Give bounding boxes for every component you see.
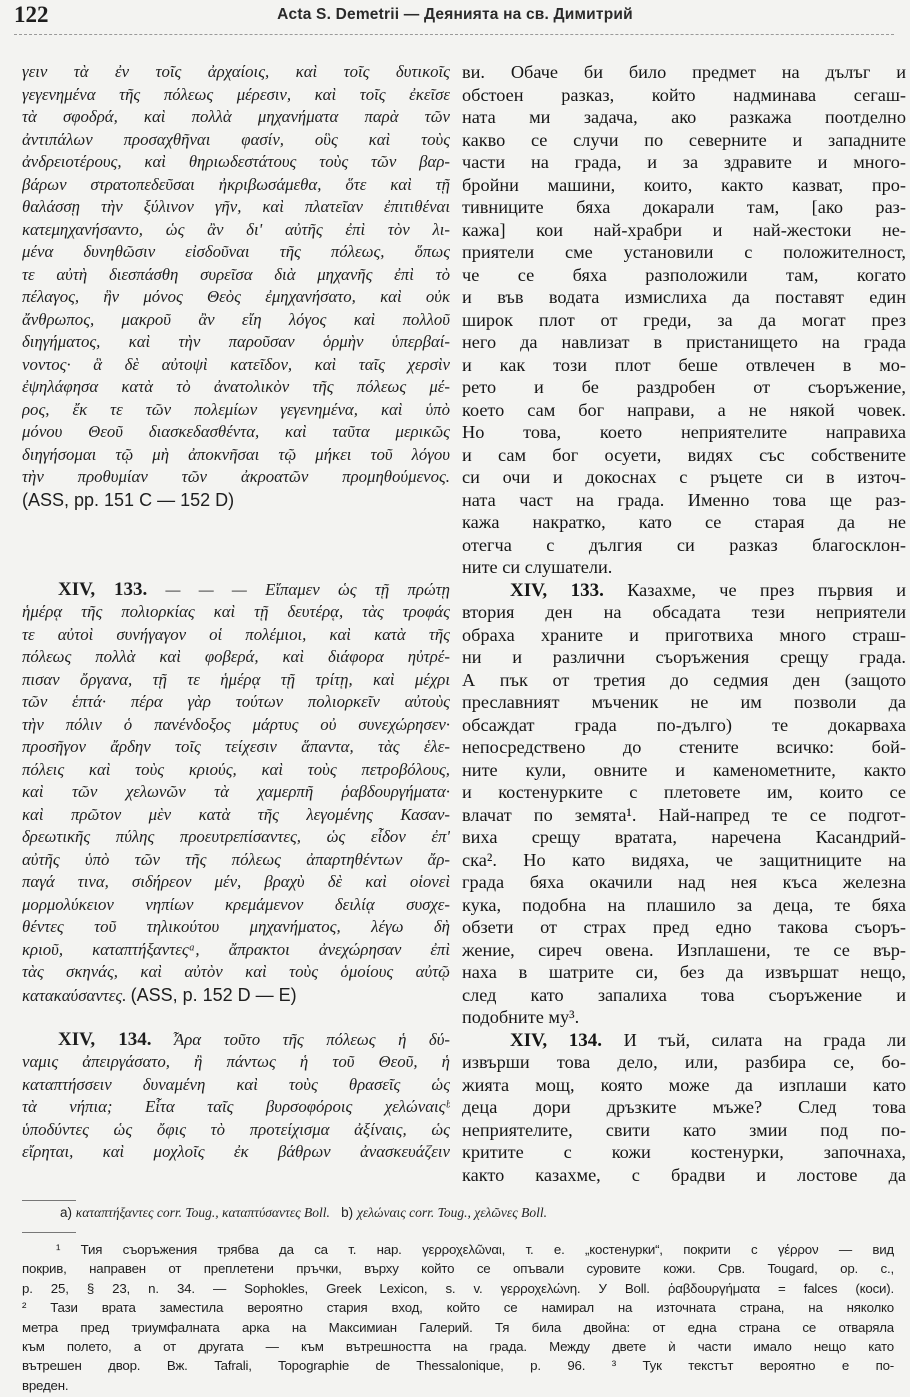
line-text: νοντος· ἃ δὲ αὐτοψὶ κατεῖδον, καὶ ταῖς χερσὶν: [22, 354, 450, 374]
text-line: [462, 1006, 906, 1029]
text-line: [462, 61, 906, 84]
text-line: [22, 331, 450, 354]
paragraph: [22, 61, 450, 511]
paragraph: [462, 579, 906, 1029]
text-line: [22, 804, 450, 827]
text-line: [462, 759, 906, 782]
line-text: виха срещу вратата, наречена Касандрий-: [462, 827, 906, 847]
paragraph: [462, 61, 906, 579]
text-line: [22, 1096, 450, 1119]
text-line: [22, 714, 450, 737]
text-line: [22, 421, 450, 444]
line-text: μένα δυνηθῶσιν εἰσδοῦναι τῆς πόλεως, ὅπως: [22, 242, 450, 261]
line-text: ната част на града. Именно това ще раз-: [462, 489, 906, 510]
line-text: жение, сиреч овена. Изплашени, те се вър-: [462, 939, 906, 960]
text-line: [462, 174, 906, 197]
text-line: [462, 984, 906, 1007]
text-line: [462, 331, 906, 354]
line-text: — — — Εἴπαμεν ὡς τῇ πρώτῃ: [165, 579, 450, 599]
text-line: [462, 961, 906, 984]
text-line: [462, 286, 906, 309]
text-line: [22, 826, 450, 849]
text-line: [462, 1141, 906, 1164]
text-line: [22, 781, 450, 804]
line-text: τε αὐτὴ διεσπάσθη συρεῖσα διὰ μηχανῆς ἐπὶ τὸ: [22, 264, 450, 284]
line-text: критите с кожи костенурки, започнаха,: [462, 1142, 906, 1162]
line-text: и във водата измислиха да поставят един: [462, 287, 906, 307]
text-line: [22, 241, 450, 264]
text-line: [22, 871, 450, 894]
footnote-rule: [22, 1232, 76, 1233]
line-text: рето и бе раздробен от съоръжение,: [462, 377, 906, 397]
line-text: подобните му³.: [462, 1007, 580, 1027]
line-text: ναμις ἀπειργάσατο, ἢ πάντως ἡ τοῦ Θεοῦ, ἡ: [22, 1052, 450, 1071]
text-line: [22, 624, 450, 647]
text-line: [462, 534, 906, 557]
text-line: [462, 489, 906, 512]
line-text: ἐψηλάφησα κατὰ τὸ ἀνατολικὸν τῆς πόλεως μέ-: [22, 377, 450, 396]
line-text: πισαν ὄργανα, τῇ τε ἡμέρᾳ τῇ τρίτῃ, καὶ μέχρι: [22, 669, 450, 689]
line-text: непосредствено до стените всичко: бой-: [462, 737, 906, 757]
line-text: както казахме, с брадви и лостове да: [462, 1164, 906, 1185]
critical-apparatus: [60, 1205, 900, 1221]
text-line: [462, 624, 906, 647]
text-line: [462, 669, 906, 692]
text-line: [22, 61, 450, 84]
line-text: ска². Но като видяха, че защитниците на: [462, 849, 906, 870]
line-text: отегча с дългия си разказ благосклон-: [462, 534, 906, 555]
footnote-line: покрив, направен от преплетени пръчки, върху който се опъвали суровите кожи. Срв. Tougard, op. c.,: [22, 1261, 894, 1277]
line-text: ни и различни съоръжения срещу града.: [462, 647, 906, 667]
line-text: τὴν προθυμίαν τῶν ἀκροατῶν προμηθούμενος.: [22, 467, 450, 486]
text-line: [22, 961, 450, 984]
text-line: [22, 489, 450, 512]
text-line: [462, 196, 906, 219]
text-line: [22, 916, 450, 939]
line-text: μόνου Θεοῦ διασκεδασθέντα, καὶ ταῦτα μερικῶς: [22, 422, 450, 441]
text-line: [462, 894, 906, 917]
line-text: приятели сме установили с положителност,: [462, 242, 906, 262]
source-reference: (ASS, p. 152 D — E): [130, 984, 297, 1005]
line-text: си очи и докоснах с ръцете си в източ-: [462, 467, 906, 487]
line-text: кука, подобна на плашило за деца, те бяха: [462, 894, 906, 915]
text-line: [462, 916, 906, 939]
text-line: [462, 1119, 906, 1142]
text-line: [22, 286, 450, 309]
text-line: [22, 849, 450, 872]
text-line: [462, 826, 906, 849]
text-line: [462, 151, 906, 174]
line-text: широк плот от греди, за да могат през: [462, 309, 906, 330]
line-text: Казахме, че през първия и: [627, 579, 906, 600]
text-line: [462, 714, 906, 737]
paragraph: [462, 1029, 906, 1187]
line-text: че се бяха разположили там, когато: [462, 264, 906, 285]
line-text: καὶ πρῶτον μὲν κατὰ τῆς λεγομένης Κασαν-: [22, 804, 450, 824]
line-text: κατακαύσαντες.: [22, 985, 131, 1005]
variant-b-label: b): [341, 1205, 354, 1220]
line-text: παγά τινα, σιδήρεον μέν, βραχὺ δὲ καὶ οἱονεὶ: [22, 872, 450, 891]
text-line: [462, 376, 906, 399]
line-text: Ἆρα τοῦτο τῆς πόλεως ἡ δύ-: [173, 1029, 450, 1049]
line-text: τὰς σκηνάς, καὶ αὐτὸν καὶ τοὺς ὁμοίους αὐτῷ: [22, 962, 450, 981]
variant-a-label: a): [60, 1205, 73, 1220]
text-line: [462, 1096, 906, 1119]
text-line: [22, 309, 450, 332]
text-line: [22, 759, 450, 782]
line-text: обсаждат града по-дълго) те докарваха: [462, 714, 906, 735]
text-line: [22, 354, 450, 377]
line-text: и как този плот беше отвлечен в мо-: [462, 354, 906, 375]
text-line: [22, 1051, 450, 1074]
text-line: [22, 669, 450, 692]
text-line: [462, 421, 906, 444]
line-text: δρεωτικῆς πύλης προευτρεπίσαντες, ὡς εἶδον ἐπ': [22, 827, 450, 846]
line-text: бройни машини, които, както казват, про-: [462, 174, 906, 195]
section-number: XIV, 133.: [58, 578, 148, 600]
footnote-line: метра пред триумфалната арка на Максимиан Галерий. Тя била двойна: от една страна се отваряла: [22, 1319, 894, 1335]
text-line: [22, 1119, 450, 1142]
line-text: πόλεως πολλὰ καὶ φοβερά, καὶ διάφορα ηὐτρέ-: [22, 647, 450, 666]
text-line: [462, 691, 906, 714]
line-text: него да навлизат в пристанището на града: [462, 332, 906, 352]
text-line: [22, 399, 450, 422]
line-text: ните си слушатели.: [462, 557, 613, 577]
greek-text-column: [22, 61, 450, 1164]
text-line: [462, 354, 906, 377]
text-line: [22, 196, 450, 219]
line-text: след като запалиха това съоръжение и: [462, 984, 906, 1005]
line-text: Но това, което неприятелите направиха: [462, 422, 906, 442]
running-title: Acta S. Demetrii — Деянията на св. Димитрий: [277, 6, 633, 23]
text-line: [22, 736, 450, 759]
text-line: [462, 781, 906, 804]
line-text: τῶν ἑπτά· πέρα γὰρ τούτων πολιορκεῖν αὐτοὺς: [22, 692, 450, 711]
text-line: [462, 399, 906, 422]
source-reference: (ASS, pp. 151 C — 152 D): [22, 489, 235, 510]
line-text: какво се случи по северните и западните: [462, 129, 906, 150]
text-line: [22, 106, 450, 129]
line-text: θέντες τοῦ τηλικούτου μηχανήματος, λέγω δὴ: [22, 917, 450, 936]
text-line: [462, 1074, 906, 1097]
header-rule: [14, 34, 894, 35]
line-text: ἀντιπάλων προσαχθῆναι φασίν, οὓς καὶ τοὺς: [22, 129, 450, 149]
line-text: кажа] кои най-храбри и най-жестоки не-: [462, 219, 906, 240]
line-text: втория ден на обсадата тези неприятели: [462, 602, 906, 622]
text-line: [462, 1051, 906, 1074]
text-line: [462, 264, 906, 287]
line-text: кажа накратко, като се старая да не: [462, 512, 906, 532]
text-line: [22, 174, 450, 197]
text-line: [462, 601, 906, 624]
line-text: διηγήσομαι τῷ μὴ ἀποκνῆσαι τῷ μήκει τοῦ λόγου: [22, 444, 450, 464]
line-text: което сам бог направи, а не някой човек.: [462, 399, 906, 420]
text-line: [462, 444, 906, 467]
text-line: [22, 444, 450, 467]
line-text: преславният мъченик не им позволи да: [462, 692, 906, 712]
text-line: [462, 646, 906, 669]
text-line: [22, 984, 450, 1007]
text-line: [22, 264, 450, 287]
line-text: προσῆγον ἄρδην τοῖς τείχεσιν ἅπαντα, τὰς ἑλε-: [22, 737, 450, 756]
line-text: μορμολύκειον νηπίων κρεμάμενον δειλίᾳ συσχε-: [22, 894, 450, 914]
footnote-line: вътрешен двор. Вж. Tafrali, Topographie de Thessalonique, p. 96. ³ Тук текстът вероятно е по-: [22, 1358, 894, 1374]
text-line: [22, 84, 450, 107]
line-text: γειν τὰ ἐν τοῖς ἀρχαίοις, καὶ τοῖς δυτικοῖς: [22, 62, 450, 81]
line-text: влачат по земята¹. Най-напред те се подгот-: [462, 804, 906, 825]
section-number: XIV, 134.: [510, 1029, 603, 1051]
line-text: ρος, ἔκ τε τῶν πολεμίων γεγενημένα, καὶ ὑπὸ: [22, 399, 450, 419]
text-line: [462, 579, 906, 602]
line-text: βάρων στρατοπεδεῦσαι ἠκριβωσάμεθα, ὅτε καὶ τῇ: [22, 174, 450, 194]
text-line: [22, 894, 450, 917]
text-line: [462, 84, 906, 107]
text-line: [462, 241, 906, 264]
text-line: [22, 376, 450, 399]
text-line: [22, 1029, 450, 1052]
line-text: и костенурките с плетовете им, които се: [462, 782, 906, 802]
text-line: [22, 1141, 450, 1164]
line-text: ὑποδύντες ὡς ὄφις τὸ προτείχισμα ἀξίναις, ὡς: [22, 1119, 450, 1139]
line-text: части на града, и за здравите и много-: [462, 152, 906, 172]
footnote-line: към полето, а от другата — към вътрешността на града. Между двете ѝ части имало нещо като: [22, 1338, 894, 1354]
paragraph: [22, 579, 450, 1007]
text-line: [462, 804, 906, 827]
text-line: [22, 151, 450, 174]
line-text: ἀνδρειοτέρους, καὶ θηριωδεστάτους τοὺς τῶν βαρ-: [22, 152, 450, 171]
text-line: [22, 939, 450, 962]
line-text: ἡμέρᾳ τῆς πολιορκίας καὶ τῇ δευτέρᾳ, τὰς τροφάς: [22, 602, 450, 621]
line-text: обзети от страх пред едно такова съоръ-: [462, 917, 906, 937]
text-line: [22, 466, 450, 489]
text-line: [462, 871, 906, 894]
footnote-line: p. 25, § 23, n. 34. — Sophokles, Greek Lexicon, s. v. γερροχελώνη. У Boll. ῥαβδουργήματα = falces (коси).: [22, 1280, 894, 1296]
page-number: 122: [14, 2, 49, 27]
text-line: [462, 219, 906, 242]
line-text: жията мощ, която може да изплаши като: [462, 1074, 906, 1095]
text-line: [462, 106, 906, 129]
bulgarian-translation-column: [462, 61, 906, 1186]
line-text: τὰ σφοδρά, καὶ πολλὰ μηχανήματα παρὰ τῶν: [22, 107, 450, 126]
line-text: и сам бог осуети, видях със собствените: [462, 444, 906, 465]
text-line: [22, 601, 450, 624]
line-text: ви. Обаче би било предмет на дълъг и: [462, 62, 906, 82]
line-text: τὰ νήπια; Εἶτα ταῖς βυρσοφόροις χελώναιςᵇ: [22, 1097, 450, 1116]
line-text: αὐτῆς ὑπὸ τῶν τῆς πόλεως ἀπαρτηθέντων ἄρ-: [22, 849, 450, 869]
line-text: извърши това дело, или, разбира се, бо-: [462, 1052, 906, 1072]
footnotes: [22, 1240, 894, 1395]
line-text: ἄνθρωπος, μακροῦ ἂν εἴη λόγος καὶ πολλοῦ: [22, 309, 450, 329]
text-line: [462, 1164, 906, 1187]
text-line: [22, 579, 450, 602]
line-text: тивниците бяха докарали там, [ако раз-: [462, 197, 906, 217]
line-text: τε αὐτοὶ συνήγαγον οἱ πολέμιοι, καὶ κατὰ τῆς: [22, 624, 450, 644]
line-text: θαλάσσῃ τὴν ξύλινον γῆν, καὶ πλατεῖαν ἐπιτιθέναι: [22, 197, 450, 216]
text-line: [462, 939, 906, 962]
line-text: А пък от третия до седмия ден (защото: [462, 669, 906, 690]
footnote-line: ² Тази врата заместила вероятно стария вход, който се намирал на източната страна, на няколко: [22, 1300, 894, 1316]
line-text: неприятелите, свити като змии под по-: [462, 1119, 906, 1140]
text-line: [462, 129, 906, 152]
text-line: [462, 309, 906, 332]
line-text: καὶ τῶν χελωνῶν τὰ χαμερπῆ ῥαβδουργήματα·: [22, 782, 450, 801]
section-number: XIV, 134.: [58, 1028, 152, 1050]
line-text: εἴρηται, καὶ μοχλοῖς ἐκ βάθρων ἀνασκευάζειν: [22, 1142, 450, 1161]
footnote-line: ¹ Тия съоръжения трябва да са т. нар. γερροχελῶναι, т. е. „костенурки“, покрити с γέρρον — вид: [56, 1242, 894, 1257]
apparatus-rule: [22, 1200, 76, 1201]
line-text: И тъй, силата на града ли: [623, 1029, 906, 1050]
line-text: κατεμηχανήσαντο, ὡς ἂν δι' αὐτῆς ἐπὶ τὸν λι-: [22, 219, 450, 239]
text-line: [462, 466, 906, 489]
line-text: обстоен разказ, който надминава сегаш-: [462, 84, 906, 105]
text-line: [462, 511, 906, 534]
text-line: [22, 1074, 450, 1097]
text-line: [462, 556, 906, 579]
text-line: [462, 736, 906, 759]
line-text: ните кули, овните и каменометните, както: [462, 759, 906, 780]
text-line: [22, 219, 450, 242]
line-text: πέλαγος, ἣν μόνος Θεὸς ἐμηχανήσατο, καὶ οὐκ: [22, 287, 450, 306]
line-text: διηγήματος, καὶ τὴν παροῦσαν ὁρμὴν ὑπερβαί-: [22, 332, 450, 351]
line-text: καταπτήσσειν δυναμένη καὶ τοὺς θρασεῖς ὡς: [22, 1074, 450, 1094]
variant-b-text: χελώναις corr. Toug., χελῶνες Boll.: [356, 1205, 547, 1220]
variant-a-text: καταπτήξαντες corr. Toug., καταπτύσαντες Boll.: [75, 1205, 330, 1220]
text-line: [462, 849, 906, 872]
section-number: XIV, 133.: [510, 579, 604, 601]
line-text: ната ми задача, ако разкажа поотделно: [462, 107, 906, 127]
line-text: κριοῦ, καταπτήξαντεςᵃ, ἄπρακτοι ἀνεχώρησαν ἐπὶ: [22, 939, 450, 959]
line-text: обраха храните и приготвиха много страш-: [462, 624, 906, 645]
text-line: [462, 1029, 906, 1052]
text-line: [22, 691, 450, 714]
line-text: деца дори дръзките мъже? След това: [462, 1097, 906, 1117]
text-line: [22, 129, 450, 152]
line-text: γεγενημένα τῆς πόλεως μέρεσιν, καὶ τοῖς ἐκεῖσε: [22, 84, 450, 104]
line-text: наха в шатрите си, без да извършат нещо,: [462, 962, 906, 982]
line-text: града бяха окачили над нея къса железна: [462, 872, 906, 892]
line-text: τὴν πόλιν ὁ πανένδοξος μάρτυς οὐ συνεχώρησεν·: [22, 714, 450, 734]
footnote-line: вреден.: [22, 1377, 69, 1393]
paragraph: [22, 1029, 450, 1164]
text-line: [22, 646, 450, 669]
line-text: πόλεις καὶ τοὺς κριούς, καὶ τοὺς πετροβόλους,: [22, 759, 450, 779]
